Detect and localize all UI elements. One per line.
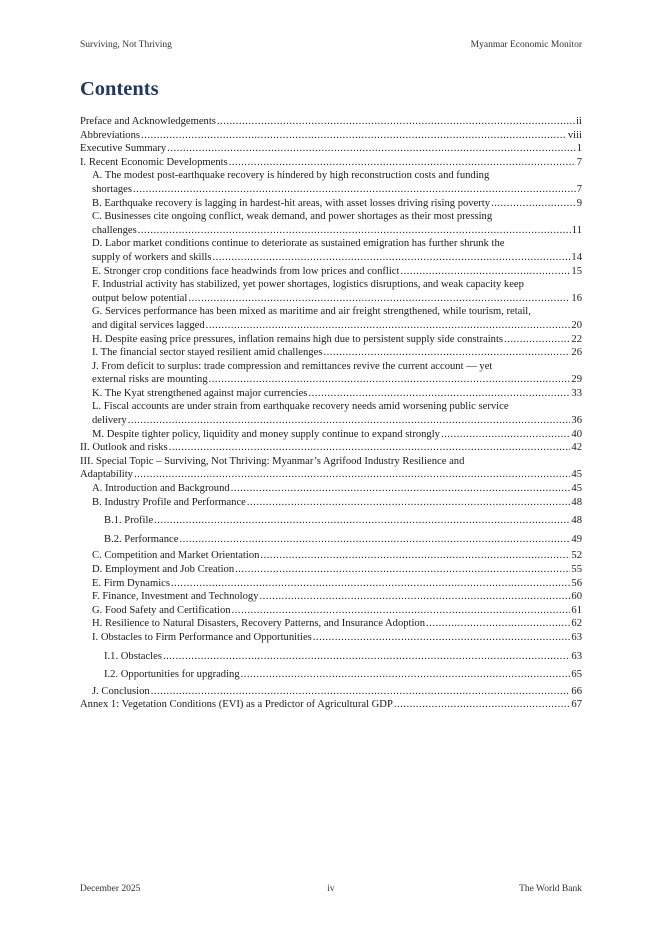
- dot-leader: [212, 251, 570, 265]
- toc-page-number: 1: [576, 143, 582, 155]
- toc-entry[interactable]: [80, 455, 582, 482]
- toc-entry-title: E. Firm Dynamics: [92, 577, 170, 589]
- running-header-left: Surviving, Not Thriving: [80, 40, 172, 50]
- toc-entry-title: B.1. Profile: [104, 515, 154, 527]
- toc-page-number: 52: [571, 550, 582, 562]
- toc-page-number: viii: [567, 129, 582, 141]
- toc-entry[interactable]: [80, 237, 582, 264]
- toc-entry-title: I.2. Opportunities for upgrading: [104, 669, 240, 681]
- toc-page-number: 29: [571, 374, 582, 386]
- toc-page-number: 7: [576, 156, 582, 168]
- dot-leader: [491, 197, 576, 211]
- toc-entry-title: I.1. Obstacles: [104, 650, 162, 662]
- toc-page-number: 60: [571, 591, 582, 603]
- toc-entry-title-continued: external risks are mounting: [92, 374, 208, 386]
- toc-page-number: 65: [571, 669, 582, 681]
- dot-leader: [171, 577, 570, 591]
- toc-page-number: 48: [571, 515, 582, 527]
- dot-leader: [241, 668, 571, 682]
- toc-entry[interactable]: [80, 590, 582, 604]
- toc-entry-title: G. Food Safety and Certification: [92, 604, 231, 616]
- toc-entry-title: F. Industrial activity has stabilized, yet power shortages, logistics disruptions, and weak capacity keep: [92, 279, 524, 291]
- toc-entry[interactable]: [80, 563, 582, 577]
- toc-page-number: 63: [571, 650, 582, 662]
- toc-page-number: 11: [571, 224, 582, 236]
- toc-entry-title: II. Outlook and risks: [80, 442, 168, 454]
- toc-page-number: 56: [571, 577, 582, 589]
- toc-entry-title: C. Competition and Market Orientation: [92, 550, 260, 562]
- dot-leader: [154, 514, 570, 528]
- toc-entry-title: C. Businesses cite ongoing conflict, weak demand, and power shortages as their most pressing: [92, 211, 493, 223]
- toc-page-number: 66: [571, 685, 582, 697]
- toc-entry[interactable]: [80, 514, 582, 528]
- toc-entry-title-continued: output below potential: [92, 292, 188, 304]
- dot-leader: [323, 346, 570, 360]
- toc-entry-title: A. Introduction and Background: [92, 483, 230, 495]
- toc-entry[interactable]: [80, 346, 582, 360]
- toc-entry[interactable]: [80, 387, 582, 401]
- dot-leader: [169, 441, 571, 455]
- toc-page-number: 55: [571, 564, 582, 575]
- toc-entry[interactable]: [80, 631, 582, 645]
- page-number: iv: [327, 884, 335, 894]
- toc-page-number: 63: [571, 631, 582, 643]
- toc-entry-title: D. Labor market conditions continue to deteriorate as sustained emigration has further shrunk the: [92, 238, 505, 250]
- toc-page-number: 49: [571, 533, 582, 545]
- dot-leader: [308, 387, 570, 401]
- dot-leader: [394, 698, 571, 712]
- toc-entry[interactable]: [80, 265, 582, 279]
- toc-entry[interactable]: [80, 210, 582, 237]
- toc-page-number: 7: [576, 183, 582, 195]
- toc-entry-title: H. Despite easing price pressures, inflation remains high due to persistent supply side constraints: [92, 333, 504, 345]
- dot-leader: [260, 590, 571, 604]
- toc-page-number: 40: [571, 428, 582, 440]
- toc-page-number: 36: [571, 415, 582, 427]
- toc-entry-title: Preface and Acknowledgements: [80, 116, 216, 127]
- dot-leader: [504, 333, 570, 347]
- dot-leader: [231, 482, 571, 496]
- toc-entry-title: I. Obstacles to Firm Performance and Opportunities: [92, 631, 312, 643]
- toc-entry-title-continued: challenges: [92, 224, 137, 236]
- toc-page-number: 16: [571, 292, 582, 304]
- toc-entry[interactable]: [80, 156, 582, 170]
- toc-entry-title: B. Earthquake recovery is lagging in hardest-hit areas, with asset losses driving rising poverty: [92, 197, 491, 209]
- toc-entry[interactable]: [80, 685, 582, 699]
- toc-entry-title: M. Despite tighter policy, liquidity and money supply continue to expand strongly: [92, 428, 440, 440]
- running-header-right: Myanmar Economic Monitor: [470, 40, 582, 50]
- toc-entry-title: L. Fiscal accounts are under strain from earthquake recovery needs amid worsening public service: [92, 401, 509, 413]
- toc-entry-title: I. The financial sector stayed resilient amid challenges: [92, 347, 323, 359]
- dot-leader: [426, 617, 570, 631]
- toc-page-number: 45: [571, 483, 582, 495]
- toc-page-number: 14: [571, 251, 582, 263]
- toc-entry[interactable]: [80, 169, 582, 196]
- toc-entry[interactable]: [80, 428, 582, 442]
- dot-leader: [400, 265, 570, 279]
- toc-entry[interactable]: [80, 278, 582, 305]
- toc-entry-title: H. Resilience to Natural Disasters, Recovery Patterns, and Insurance Adoption: [92, 618, 426, 630]
- toc-page-number: 9: [576, 197, 582, 209]
- toc-entry[interactable]: [80, 197, 582, 211]
- toc-entry[interactable]: [80, 668, 582, 682]
- dot-leader: [247, 496, 571, 510]
- toc-entry-title: A. The modest post-earthquake recovery is hindered by high reconstruction costs and funding: [92, 170, 490, 182]
- dot-leader: [163, 650, 570, 664]
- dot-leader: [209, 373, 571, 387]
- dot-leader: [141, 129, 567, 143]
- toc-page-number: ii: [576, 116, 582, 127]
- toc-entry[interactable]: [80, 549, 582, 563]
- toc-entry[interactable]: [80, 115, 582, 129]
- toc-page-number: 15: [571, 265, 582, 277]
- toc-entry-title: B. Industry Profile and Performance: [92, 496, 246, 508]
- toc-entry-title-continued: supply of workers and skills: [92, 251, 212, 263]
- dot-leader: [138, 224, 571, 238]
- footer-date: December 2025: [80, 884, 141, 894]
- toc-page-number: 42: [571, 442, 582, 454]
- toc-entry-title: J. From deficit to surplus: trade compression and remittances revive the current account — yet: [92, 360, 493, 372]
- toc-entry[interactable]: [80, 617, 582, 631]
- toc-entry[interactable]: [80, 650, 582, 664]
- toc-entry[interactable]: [80, 305, 582, 332]
- toc-page-number: 48: [571, 496, 582, 508]
- table-of-contents: [80, 115, 582, 712]
- toc-entry[interactable]: [80, 496, 582, 510]
- dot-leader: [167, 142, 576, 156]
- dot-leader: [313, 631, 571, 645]
- toc-page-number: 61: [571, 604, 582, 616]
- toc-entry-title: Annex 1: Vegetation Conditions (EVI) as a Predictor of Agricultural GDP: [80, 699, 393, 711]
- toc-entry-title-continued: shortages: [92, 183, 133, 195]
- toc-entry[interactable]: [80, 482, 582, 496]
- dot-leader: [260, 549, 570, 563]
- toc-page-number: 22: [571, 333, 582, 345]
- dot-leader: [441, 428, 570, 442]
- toc-entry-title: K. The Kyat strengthened against major currencies: [92, 387, 308, 399]
- dot-leader: [206, 319, 571, 333]
- toc-entry[interactable]: [80, 441, 582, 455]
- toc-entry-title: D. Employment and Job Creation: [92, 564, 235, 575]
- toc-entry[interactable]: [80, 360, 582, 387]
- toc-page-number: 20: [571, 319, 582, 331]
- toc-page-number: 45: [571, 469, 582, 481]
- dot-leader: [235, 563, 570, 577]
- dot-leader: [188, 292, 570, 306]
- toc-entry-title-continued: and digital services lagged: [92, 319, 205, 331]
- toc-entry[interactable]: [80, 142, 582, 156]
- toc-entry-title: I. Recent Economic Developments: [80, 156, 228, 168]
- toc-entry-title: E. Stronger crop conditions face headwinds from low prices and conflict: [92, 265, 400, 277]
- dot-leader: [151, 685, 571, 699]
- toc-entry[interactable]: [80, 129, 582, 143]
- toc-entry-title: III. Special Topic – Surviving, Not Thriving: Myanmar’s Agrifood Industry Resilience and: [80, 455, 465, 467]
- toc-page-number: 62: [571, 618, 582, 630]
- toc-entry[interactable]: [80, 577, 582, 591]
- toc-page-number: 26: [571, 347, 582, 359]
- dot-leader: [134, 468, 570, 482]
- toc-page-number: 67: [571, 699, 582, 711]
- toc-entry-title: J. Conclusion: [92, 685, 150, 697]
- toc-entry[interactable]: [80, 533, 582, 547]
- toc-entry[interactable]: [80, 400, 582, 427]
- dot-leader: [229, 156, 576, 170]
- toc-entry[interactable]: [80, 698, 582, 712]
- page-title: Contents: [80, 78, 159, 100]
- footer-publisher: The World Bank: [519, 884, 582, 894]
- toc-entry-title: F. Finance, Investment and Technology: [92, 591, 259, 603]
- dot-leader: [128, 414, 571, 428]
- toc-entry-title: G. Services performance has been mixed as maritime and air freight strengthened, while tourism, retail,: [92, 306, 531, 318]
- dot-leader: [179, 533, 570, 547]
- dot-leader: [217, 115, 575, 129]
- toc-entry-title: Executive Summary: [80, 143, 167, 155]
- toc-page-number: 33: [571, 387, 582, 399]
- toc-entry-title: Abbreviations: [80, 129, 141, 141]
- toc-entry-title: B.2. Performance: [104, 533, 179, 545]
- dot-leader: [133, 183, 576, 197]
- dot-leader: [232, 604, 571, 618]
- toc-entry-title-continued: Adaptability: [80, 469, 133, 481]
- toc-entry[interactable]: [80, 604, 582, 618]
- toc-entry[interactable]: [80, 333, 582, 347]
- toc-entry-title-continued: delivery: [92, 415, 127, 427]
